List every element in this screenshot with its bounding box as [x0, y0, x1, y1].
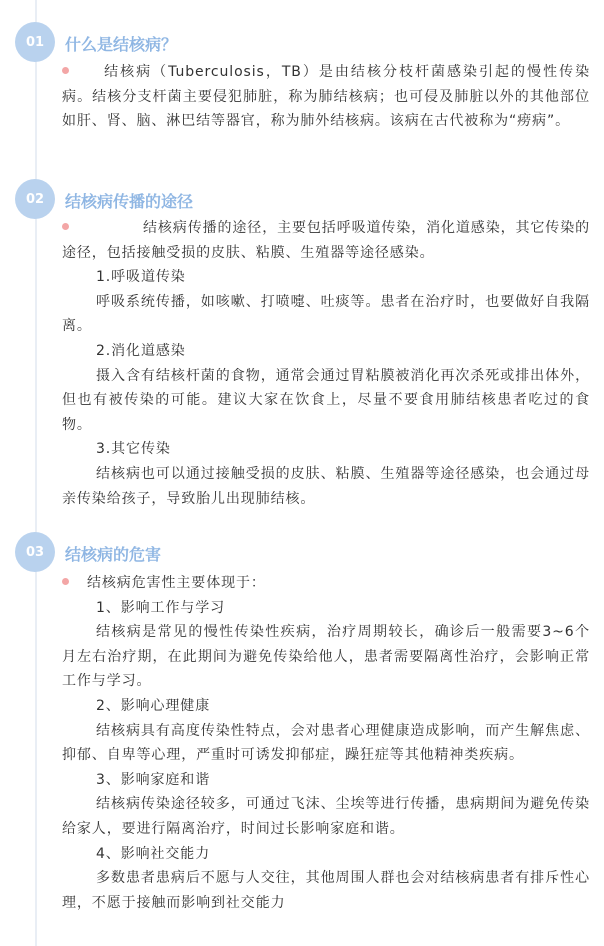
section-body	[62, 60, 590, 134]
list-item-text: 结核病是常见的慢性传染性疾病，治疗周期较长，确诊后一般需要3~6个月左右治疗期，在此期间为避免传染给他人，患者需要隔离性治疗，会影响正常工作与学习。	[62, 624, 590, 690]
list-item-heading: 3.其它传染	[96, 441, 171, 458]
list-item-heading: 2.消化道感染	[96, 342, 186, 359]
bullet-dot	[62, 578, 69, 585]
list-item-heading: 3、影响家庭和谐	[96, 771, 211, 788]
timeline-line	[35, 0, 37, 946]
section-number-badge: 01	[15, 22, 55, 62]
list-item-heading: 2、影响心理健康	[96, 697, 211, 714]
list-item-heading: 4、影响社交能力	[96, 845, 211, 862]
section-number-badge: 03	[15, 532, 55, 572]
bullet-dot	[62, 67, 69, 74]
section-body	[62, 216, 590, 511]
list-item-heading: 1、影响工作与学习	[96, 599, 226, 616]
section-body	[62, 571, 590, 915]
list-item-text: 结核病具有高度传染性特点，会对患者心理健康造成影响，而产生解焦虑、抑郁、自卑等心理，严重时可诱发抑郁症，躁狂症等其他精神类疾病。	[62, 722, 590, 764]
list-item-heading: 1.呼吸道传染	[96, 269, 186, 286]
bullet-dot	[62, 223, 69, 230]
section-title: 结核病传播的途径	[65, 192, 194, 211]
paragraph: 结核病传播的途径，主要包括呼吸道传染，消化道感染，其它传染的途径，包括接触受损的皮肤、粘膜、生殖器等途径感染。	[62, 220, 590, 261]
list-item-text: 结核病传染途径较多，可通过飞沫、尘埃等进行传播，患病期间为避免传染给家人，要进行隔离治疗，时间过长影响家庭和谐。	[62, 796, 590, 837]
section-title: 结核病的危害	[65, 545, 162, 564]
list-item-text: 结核病也可以通过接触受损的皮肤、粘膜、生殖器等途径感染，也会通过母亲传染给孩子，导致胎儿出现肺结核。	[62, 465, 590, 507]
paragraph: 结核病（Tuberculosis，TB）是由结核分枝杆菌感染引起的慢性传染病。结核分支杆菌主要侵犯肺脏，称为肺结核病；也可侵及肺脏以外的其他部位如肝、肾、脑、淋巴结等器官，称为肺外结核病。该病在古代被称为“痨病”。	[62, 64, 590, 130]
section-title: 什么是结核病？	[65, 35, 178, 54]
list-item-text: 呼吸系统传播，如咳嗽、打喷嚏、吐痰等。患者在治疗时，也要做好自我隔离。	[62, 293, 590, 335]
list-item-text: 多数患者患病后不愿与人交往，其他周围人群也会对结核病患者有排斥性心理，不愿于接触而影响到社交能力	[62, 870, 590, 911]
section-number-badge: 02	[15, 179, 55, 219]
paragraph: 结核病危害性主要体现于：	[87, 575, 266, 591]
list-item-text: 摄入含有结核杆菌的食物，通常会通过胃粘膜被消化再次杀死或排出体外，但也有被传染的可能。建议大家在饮食上，尽量不要食用肺结核患者吃过的食物。	[62, 367, 590, 433]
